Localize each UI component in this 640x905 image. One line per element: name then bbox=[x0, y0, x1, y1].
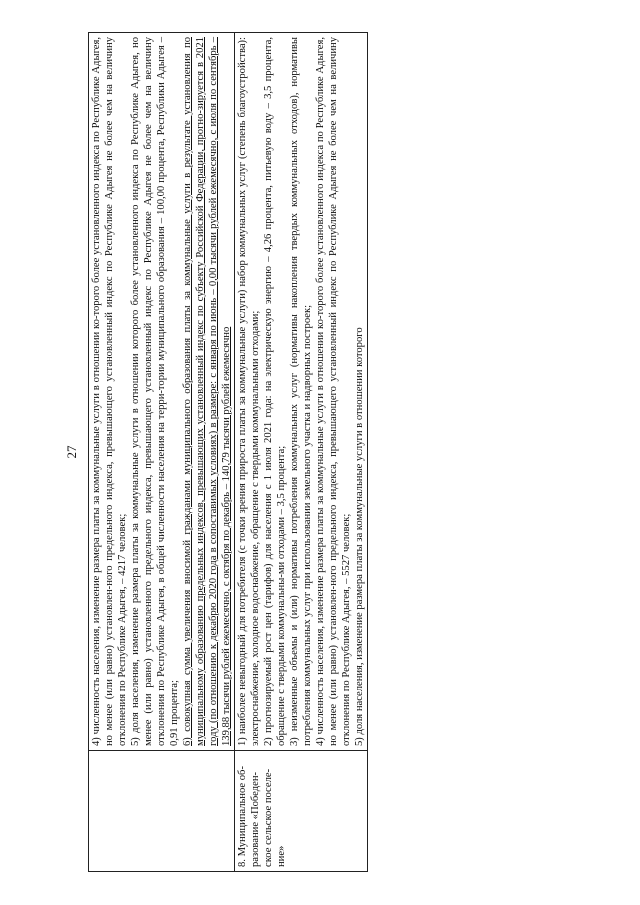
list-item: 5) доля населения, изменение размера платы за коммунальные услуги в отношении которого более установленного индекса по Республике Адыгея, но менее (или равно) установленного предельного индекса, превышающего установленный индекс по Республике Адыгея не более чем на величину отклонения по Республике Адыгея, в общей численности населения на терри-тории муниципального образования – 100,00 процента, Республики Адыгея – 0,91 процента; bbox=[130, 37, 180, 746]
list-item: 2) прогнозируемый рост цен (тарифов) для населения с 1 июля 2021 года: на электрическую энергию – 4,26 процента, питьевую воду – 3,5 процента, обращение с твердыми коммунальны-ми отходами – 3,5 процента; bbox=[263, 37, 287, 746]
list-item: 1) наиболее невыгодный для потребителя (с точки зрения прироста платы за коммунальные услуги) набор коммунальных услуг (степень благоустройства): электроснабжение, холодное водоснабжение, обращение с твердыми коммунальными отходами; bbox=[237, 37, 261, 746]
rotated-page-content bbox=[60, 32, 580, 872]
table-row bbox=[235, 33, 368, 872]
list-item: 5) доля населения, изменение размера платы за коммунальные услуги в отношении которого bbox=[354, 327, 365, 746]
list-item: 4) численность населения, изменение размера платы за коммунальные услуги в отношении ко-торого более установленного индекса по Республике Адыгея, но менее (или равно) установлен-ного предельного индекса, превышающего установленный индекс по Республике Адыгея не более чем на величину отклонения по Республике Адыгея, – 5527 человек; bbox=[315, 37, 352, 746]
conditions-cell bbox=[89, 33, 235, 751]
list-item: 3) неизменные объемы и (или) нормативы потребления коммунальных услуг (нормативы накопления твердых коммунальных отходов), нормативы потребления коммунальных услуг при использовании земельного участка и надворных построек; bbox=[289, 37, 313, 746]
conditions-cell bbox=[235, 33, 368, 751]
table-row bbox=[89, 33, 235, 872]
page-number: 27 bbox=[64, 445, 79, 459]
municipality-cell bbox=[89, 751, 235, 872]
municipality-cell: 8. Муниципальное об-разование «Победен-ское сельское поселе-ние» bbox=[235, 751, 368, 872]
municipality-table bbox=[88, 32, 368, 872]
list-item: 6) совокупная сумма увеличения вносимой гражданами муниципального образования платы за коммунальные услуги в результате установления по муниципальному образованию предельных индексов, превышающих установленный индекс по субъекту Российской Федерации, прогно-зируется в 2021 году (по отношению к декабрю 2020 года в сопоставимых условиях) в размере: с января по июнь – 0,00 тысячи рублей ежемесячно, с июля по сентябрь – 139,88 тысячи рублей ежемесячно, с октября по декабрь – 140,79 тысячи рублей ежемесячно bbox=[182, 37, 232, 746]
list-item: 4) численность населения, изменение размера платы за коммунальные услуги в отношении ко-торого более установленного индекса по Республике Адыгея, но менее (или равно) установлен-ного предельного индекса, превышающего установленный индекс по Республике Адыгея не более чем на величину отклонения по Республике Адыгея, – 4217 человек; bbox=[91, 37, 128, 746]
